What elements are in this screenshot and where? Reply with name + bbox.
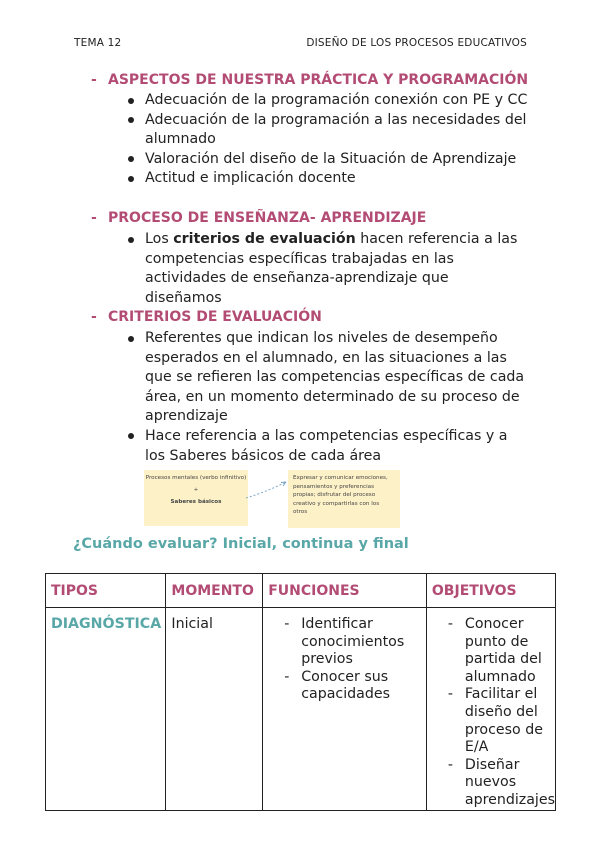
header-topic: TEMA 12 bbox=[74, 37, 122, 49]
section-title-text: ASPECTOS DE NUESTRA PRÁCTICA Y PROGRAMACIÓN bbox=[108, 72, 529, 88]
section-title-practica bbox=[91, 72, 528, 88]
section-dash: - bbox=[91, 309, 97, 325]
objetivos-list bbox=[445, 616, 555, 810]
list-item: Valoración del diseño de la Situación de Aprendizaje bbox=[127, 150, 537, 170]
list-item: Actitud e implicación docente bbox=[127, 169, 537, 189]
criterios-list bbox=[127, 329, 525, 466]
header-title: DISEÑO DE LOS PROCESOS EDUCATIVOS bbox=[306, 37, 527, 49]
evaluation-table bbox=[45, 573, 556, 811]
ensenanza-list bbox=[127, 230, 519, 308]
when-to-evaluate-heading: ¿Cuándo evaluar? Inicial, continua y final bbox=[73, 536, 409, 552]
list-item: - Conocer sus capacidades bbox=[281, 669, 426, 704]
table-header-row bbox=[46, 574, 556, 608]
diagram-mental-processes: Procesos mentales (verbo infinitivo) bbox=[145, 475, 247, 481]
section-title-ensenanza bbox=[91, 210, 426, 226]
list-item: - Identificar conocimientos previos bbox=[281, 616, 426, 669]
criteria-diagram bbox=[144, 470, 402, 528]
section-title-criterios bbox=[91, 309, 322, 325]
cell-objetivos bbox=[426, 608, 555, 811]
header-momento: MOMENTO bbox=[166, 574, 263, 608]
cell-momento: Inicial bbox=[166, 608, 263, 811]
header-funciones: FUNCIONES bbox=[263, 574, 427, 608]
section-dash: - bbox=[91, 72, 97, 88]
section-title-text: CRITERIOS DE EVALUACIÓN bbox=[108, 309, 322, 325]
table-row bbox=[46, 608, 556, 811]
cell-funciones bbox=[263, 608, 427, 811]
section-dash: - bbox=[91, 210, 97, 226]
diagram-saberes: Saberes básicos bbox=[170, 499, 222, 505]
header-tipos: TIPOS bbox=[46, 574, 166, 608]
diagram-right-box: Expresar y comunicar emociones, pensamientos y preferencias propias; disfrutar del proceso creativo y compartirlas con los otros bbox=[288, 470, 400, 528]
dotted-arrow-icon bbox=[244, 478, 290, 500]
diagram-plus: + bbox=[193, 486, 199, 493]
header-objetivos: OBJETIVOS bbox=[426, 574, 555, 608]
list-item bbox=[127, 230, 519, 308]
criteria-bold: criterios de evaluación bbox=[173, 231, 356, 247]
list-item: Adecuación de la programación a las necesidades del alumnado bbox=[127, 111, 537, 150]
list-item: Referentes que indican los niveles de desempeño esperados en el alumnado, en las situaciones a las que se refieren las competencias específicas de cada área, en un momento determinado de su proceso de aprendizaje bbox=[127, 329, 525, 427]
diagram-left-box bbox=[144, 470, 248, 526]
cell-tipo: DIAGNÓSTICA bbox=[46, 608, 166, 811]
list-item: - Facilitar el diseño del proceso de E/A bbox=[445, 686, 555, 756]
section-title-text: PROCESO DE ENSEÑANZA- APRENDIZAJE bbox=[108, 210, 427, 226]
criteria-text-after: hacen referencia a las competencias específicas trabajadas en las actividades de enseñanza-aprendizaje que diseñamos bbox=[145, 231, 518, 306]
list-item: Hace referencia a las competencias específicas y a los Saberes básicos de cada área bbox=[127, 427, 525, 466]
criteria-text-before: Los bbox=[145, 231, 174, 247]
list-item: Adecuación de la programación conexión con PE y CC bbox=[127, 91, 537, 111]
list-item: - Conocer punto de partida del alumnado bbox=[445, 616, 555, 686]
practica-list bbox=[127, 91, 537, 189]
funciones-list bbox=[281, 616, 426, 704]
list-item: - Diseñar nuevos aprendizajes bbox=[445, 757, 555, 810]
